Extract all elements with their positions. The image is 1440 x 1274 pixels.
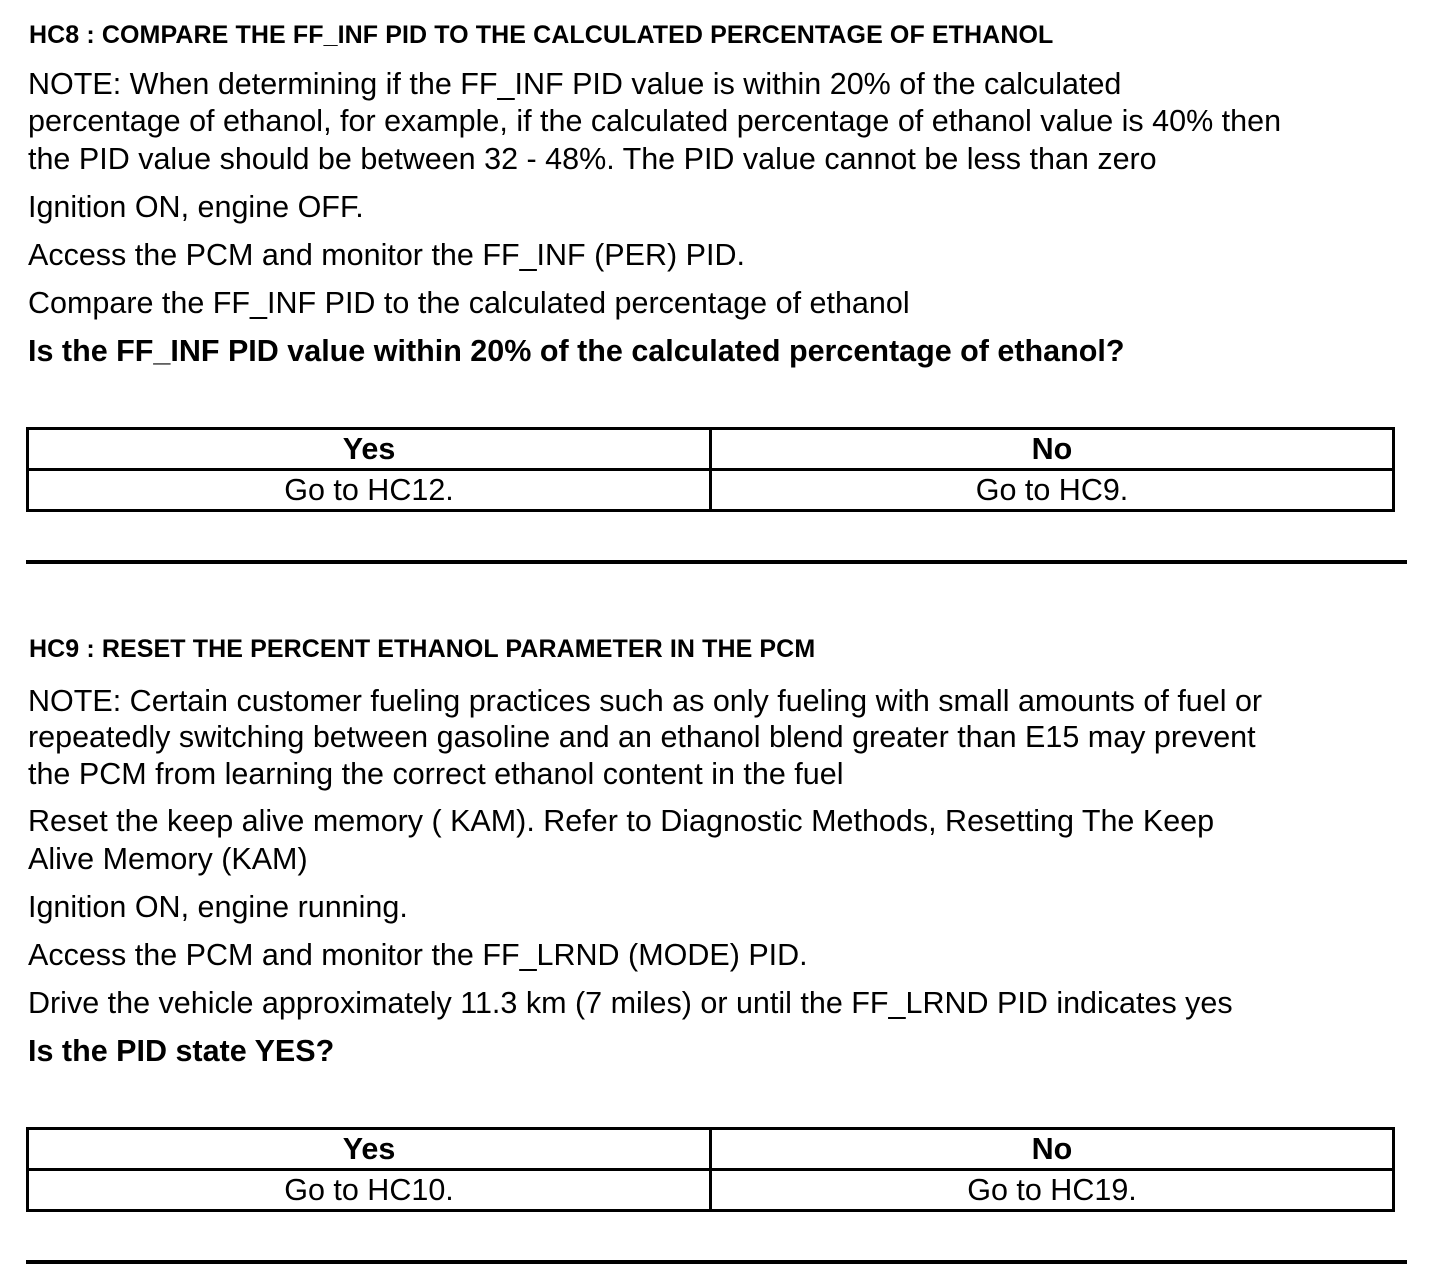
hc8-note-line-3: the PID value should be between 32 - 48%. The PID value cannot be less than zero (28, 142, 1157, 176)
hc8-step-access-pcm: Access the PCM and monitor the FF_INF (PER) PID. (28, 238, 745, 272)
hc9-step-access-pcm: Access the PCM and monitor the FF_LRND (MODE) PID. (28, 938, 808, 972)
hc9-yes-action: Go to HC10. (28, 1170, 711, 1211)
hc9-note-line-1: NOTE: Certain customer fueling practices such as only fueling with small amounts of fuel or (28, 684, 1263, 718)
hc9-yes-header: Yes (28, 1129, 711, 1170)
hc8-note-line-2: percentage of ethanol, for example, if the calculated percentage of ethanol value is 40% then (28, 104, 1282, 138)
hc9-reset-kam-line-2: Alive Memory (KAM) (28, 842, 308, 876)
hc9-heading: HC9 : RESET THE PERCENT ETHANOL PARAMETER IN THE PCM (29, 635, 816, 663)
hc8-question: Is the FF_INF PID value within 20% of the calculated percentage of ethanol? (28, 334, 1125, 368)
hc9-note-line-3: the PCM from learning the correct ethanol content in the fuel (28, 757, 844, 791)
hc8-no-action: Go to HC9. (711, 470, 1394, 511)
hc8-decision-table (26, 427, 1395, 512)
hc9-decision-table (26, 1127, 1395, 1212)
hc9-note-line-2: repeatedly switching between gasoline and an ethanol blend greater than E15 may prevent (28, 720, 1256, 754)
hc8-step-ignition: Ignition ON, engine OFF. (28, 190, 364, 224)
hc8-note-line-1: NOTE: When determining if the FF_INF PID value is within 20% of the calculated (28, 67, 1122, 101)
hc9-reset-kam-line-1: Reset the keep alive memory ( KAM). Refer to Diagnostic Methods, Resetting The Keep (28, 804, 1215, 838)
section-divider-hc9 (26, 1260, 1407, 1264)
section-divider-hc8 (26, 560, 1407, 564)
hc8-no-header: No (711, 429, 1394, 470)
hc9-question: Is the PID state YES? (28, 1034, 335, 1068)
hc9-no-action: Go to HC19. (711, 1170, 1394, 1211)
hc8-heading: HC8 : COMPARE THE FF_INF PID TO THE CALCULATED PERCENTAGE OF ETHANOL (29, 21, 1054, 49)
hc8-step-compare: Compare the FF_INF PID to the calculated percentage of ethanol (28, 286, 910, 320)
hc9-step-drive: Drive the vehicle approximately 11.3 km (7 miles) or until the FF_LRND PID indicates yes (28, 986, 1233, 1020)
hc8-yes-action: Go to HC12. (28, 470, 711, 511)
hc8-yes-header: Yes (28, 429, 711, 470)
hc9-no-header: No (711, 1129, 1394, 1170)
hc9-step-ignition: Ignition ON, engine running. (28, 890, 408, 924)
